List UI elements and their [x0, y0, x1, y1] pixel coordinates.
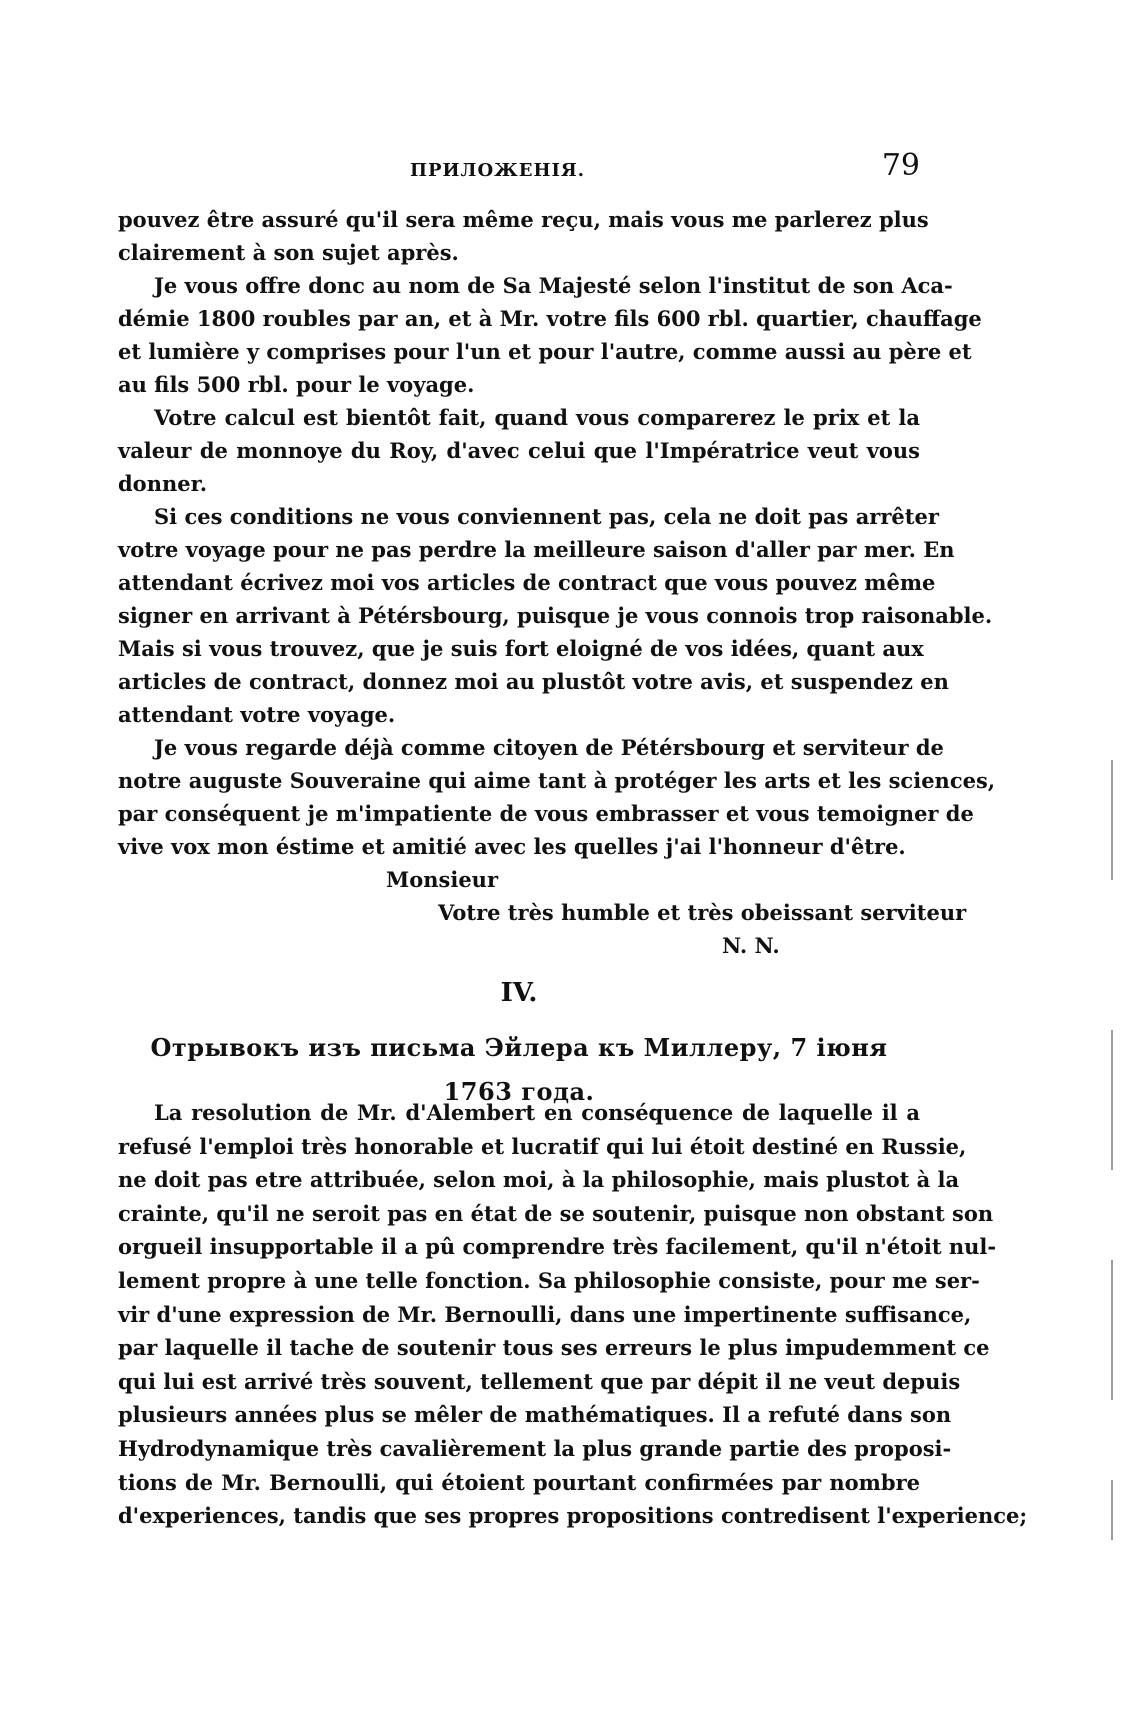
text-line: Si ces conditions ne vous conviennent pas, cela ne doit pas arrêter — [154, 504, 939, 529]
text-line: par laquelle il tache de soutenir tous ses erreurs le plus impudemment ce — [118, 1335, 990, 1361]
text-line: démie 1800 roubles par an, et à Mr. votre fils 600 rbl. quartier, chauffage — [118, 306, 982, 331]
text-line: orgueil insupportable il a pû comprendre très facilement, qu'il n'étoit nul- — [118, 1234, 997, 1260]
salutation: Monsieur — [386, 867, 499, 892]
signature: N. N. — [722, 933, 780, 958]
text-line: Je vous offre donc au nom de Sa Majesté selon l'institut de son Aca- — [154, 273, 953, 298]
margin-rule — [1111, 1480, 1113, 1540]
running-head — [120, 148, 920, 186]
letter-text — [118, 203, 996, 962]
margin-rule — [1111, 1260, 1113, 1400]
text-line: vive vox mon éstime et amitié avec les quelles j'ai l'honneur d'être. — [118, 834, 906, 859]
text-line: attendant votre voyage. — [118, 702, 396, 727]
text-line: signer en arrivant à Pétérsbourg, puisque je vous connois trop raisonable. — [118, 603, 993, 628]
text-line: ne doit pas etre attribuée, selon moi, à la philosophie, mais plustot à la — [118, 1167, 960, 1193]
text-line: Mais si vous trouvez, que je suis fort eloigné de vos idées, quant aux — [118, 636, 924, 661]
text-line: attendant écrivez moi vos articles de contract que vous pouvez même — [118, 570, 936, 595]
text-line: par conséquent je m'impatiente de vous embrasser et vous temoigner de — [118, 801, 974, 826]
text-line: notre auguste Souveraine qui aime tant à protéger les arts et les sciences, — [118, 768, 996, 793]
signoff: Votre très humble et très obeissant serviteur — [438, 900, 967, 925]
text-line: La resolution de Mr. d'Alembert en conséquence de laquelle il a — [154, 1100, 920, 1125]
text-line: clairement à son sujet après. — [118, 240, 459, 265]
margin-rule — [1111, 1030, 1113, 1170]
text-line: articles de contract, donnez moi au plustôt votre avis, et suspendez en — [118, 669, 949, 694]
text-line: valeur de monnoye du Roy, d'avec celui que l'Impératrice veut vous — [118, 438, 920, 463]
running-title: ПРИЛОЖЕНІЯ. — [410, 160, 586, 181]
text-line: tions de Mr. Bernoulli, qui étoient pourtant confirmées par nombre — [118, 1469, 920, 1495]
text-line: et lumière y comprises pour l'un et pour l'autre, comme aussi au père et — [118, 339, 972, 364]
text-line: Je vous regarde déjà comme citoyen de Pétérsbourg et serviteur de — [154, 735, 944, 760]
body-text — [118, 203, 1028, 1533]
text-line: vir d'une expression de Mr. Bernoulli, dans une impertinente suffisance, — [118, 1301, 972, 1327]
section-number: IV. — [500, 978, 538, 1008]
text-line: qui lui est arrivé très souvent, tellement que par dépit il ne veut depuis — [118, 1368, 961, 1394]
text-line: votre voyage pour ne pas perdre la meilleure saison d'aller par mer. En — [118, 537, 955, 562]
text-line: refusé l'emploi très honorable et lucratif qui lui étoit destiné en Russie, — [118, 1133, 967, 1159]
margin-rule — [1111, 760, 1113, 880]
text-line: plusieurs années plus se mêler de mathématiques. Il a refuté dans son — [118, 1402, 952, 1428]
text-line: d'experiences, tandis que ses propres propositions contredisent l'experience; — [118, 1503, 1028, 1529]
section-heading: Отрывокъ изъ письма Эйлера къ Миллеру, 7 іюня 1763 года. — [150, 1033, 888, 1106]
excerpt-text — [118, 1096, 1028, 1533]
text-line: Votre calcul est bientôt fait, quand vous comparerez le prix et la — [154, 405, 920, 430]
page-number: 79 — [881, 148, 920, 183]
text-line: Hydrodynamique très cavalièrement la plus grande partie des proposi- — [118, 1435, 952, 1461]
text-line: crainte, qu'il ne seroit pas en état de se soutenir, puisque non obstant son — [118, 1200, 994, 1226]
text-line: donner. — [118, 471, 208, 496]
text-line: au fils 500 rbl. pour le voyage. — [118, 372, 475, 397]
text-line: lement propre à une telle fonction. Sa philosophie consiste, pour me ser- — [118, 1267, 980, 1293]
text-line: pouvez être assuré qu'il sera même reçu, mais vous me parlerez plus — [118, 207, 929, 232]
